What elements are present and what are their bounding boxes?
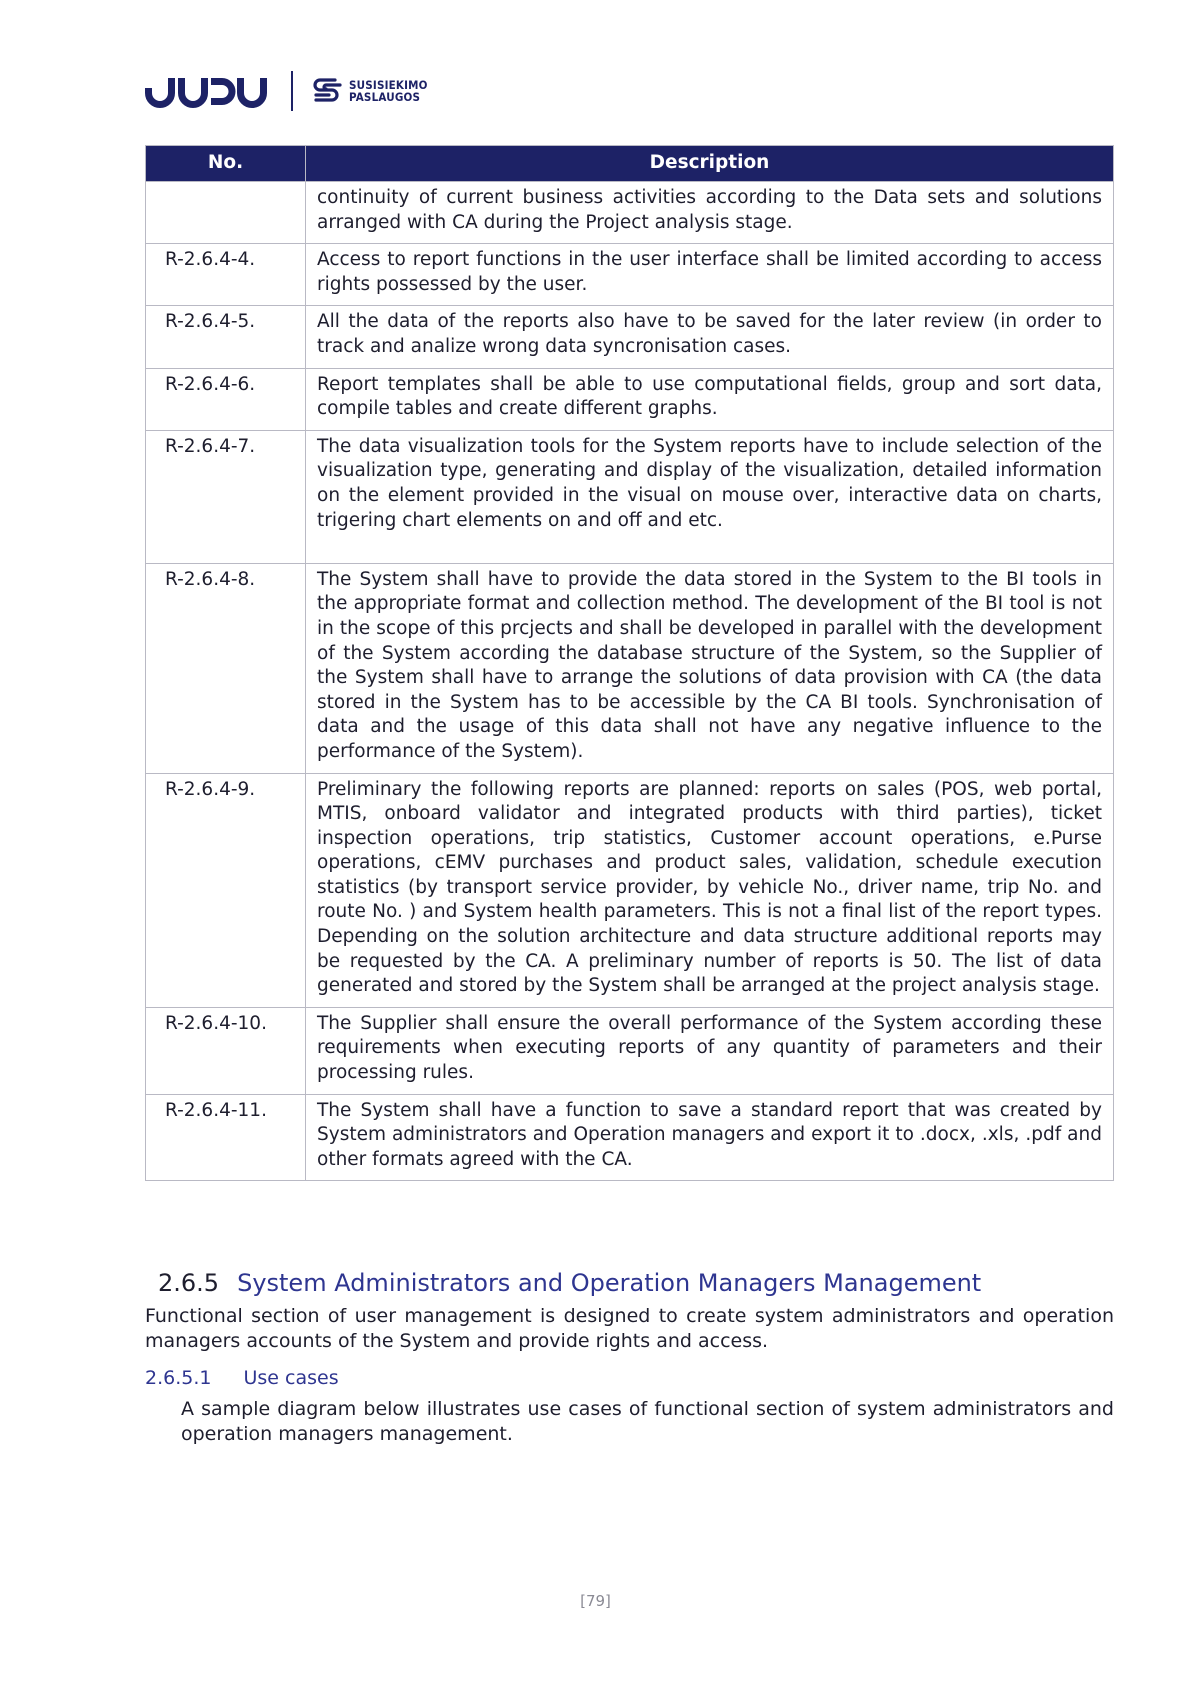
subsection-paragraph: A sample diagram below illustrates use cases of functional section of system administrators and operation managers management. <box>181 1398 1114 1445</box>
page-header <box>145 68 428 114</box>
requirement-description: continuity of current business activities according to the Data sets and solutions arranged with CA during the Project analysis stage. <box>306 182 1114 244</box>
section-heading <box>158 1269 981 1297</box>
logo-text-line2: PASLAUGOS <box>349 90 421 104</box>
table-row <box>146 306 1114 368</box>
requirement-description: Access to report functions in the user interface shall be limited according to access rights possessed by the user. <box>306 244 1114 306</box>
table-row <box>146 1094 1114 1181</box>
section-number: 2.6.5 <box>158 1269 220 1297</box>
requirement-description: The System shall have to provide the data stored in the System to the BI tools in the appropriate format and collection method. The development of the BI tool is not in the scope of this prcjects and shall be developed in parallel with the development of the System according the database structure of the System, so the Supplier of the System shall have to arrange the solutions of data provision with CA (the data stored in the System has to be accessible by the CA BI tools. Synchronisation of data and the usage of this data shall not have any negative influence to the performance of the System). <box>306 563 1114 773</box>
requirement-number: R-2.6.4-8. <box>146 563 306 773</box>
subsection-title: Use cases <box>243 1367 339 1389</box>
table-row <box>146 1007 1114 1094</box>
logo-divider <box>291 71 293 111</box>
requirement-number: R-2.6.4-4. <box>146 244 306 306</box>
logo-text-line1: SUSISIEKIMO <box>349 78 428 92</box>
subsection-number: 2.6.5.1 <box>145 1367 212 1389</box>
column-header-no: No. <box>146 146 306 182</box>
requirement-number: R-2.6.4-6. <box>146 368 306 430</box>
ss-emblem-icon <box>313 78 343 104</box>
requirement-description: The data visualization tools for the System reports have to include selection of the visualization type, generating and display of the visualization, detailed information on the element provided in the visual on mouse over, interactive data on charts, trigering chart elements on and off and etc. <box>306 430 1114 563</box>
page-number: [79] <box>580 1592 611 1610</box>
section-title: System Administrators and Operation Managers Management <box>237 1269 982 1297</box>
requirement-number: R-2.6.4-7. <box>146 430 306 563</box>
requirement-number <box>146 182 306 244</box>
requirement-number: R-2.6.4-9. <box>146 773 306 1007</box>
requirement-description: All the data of the reports also have to be saved for the later review (in order to track and analize wrong data syncronisation cases. <box>306 306 1114 368</box>
requirement-number: R-2.6.4-10. <box>146 1007 306 1094</box>
susisiekimo-paslaugos-logo <box>313 78 428 104</box>
requirement-description: Report templates shall be able to use computational fields, group and sort data, compile tables and create different graphs. <box>306 368 1114 430</box>
table-row <box>146 182 1114 244</box>
table-row <box>146 773 1114 1007</box>
requirement-description: The Supplier shall ensure the overall performance of the System according these requirements when executing reports of any quantity of parameters and their processing rules. <box>306 1007 1114 1094</box>
subsection-heading <box>145 1367 339 1389</box>
requirements-table <box>145 145 1114 1181</box>
table-row <box>146 563 1114 773</box>
judu-logo <box>145 74 267 108</box>
table-row <box>146 244 1114 306</box>
table-header-row <box>146 146 1114 182</box>
section-paragraph: Functional section of user management is designed to create system administrators and operation managers accounts of the System and provide rights and access. <box>145 1305 1114 1352</box>
requirement-description: Preliminary the following reports are planned: reports on sales (POS, web portal, MTIS, onboard validator and integrated products with third parties), ticket inspection operations, trip statistics, Customer account operations, e.Purse operations, cEMV purchases and product sales, validation, schedule execution statistics (by transport service provider, by vehicle No., driver name, trip No. and route No. ) and System health parameters. This is not a final list of the report types. Depending on the solution architecture and data structure additional reports may be requested by the CA. A preliminary number of reports is 50. The list of data generated and stored by the System shall be arranged at the project analysis stage. <box>306 773 1114 1007</box>
table-row <box>146 368 1114 430</box>
requirement-number: R-2.6.4-11. <box>146 1094 306 1181</box>
requirement-description: The System shall have a function to save a standard report that was created by System administrators and Operation managers and export it to .docx, .xls, .pdf and other formats agreed with the CA. <box>306 1094 1114 1181</box>
requirement-number: R-2.6.4-5. <box>146 306 306 368</box>
column-header-description: Description <box>306 146 1114 182</box>
table-row <box>146 430 1114 563</box>
